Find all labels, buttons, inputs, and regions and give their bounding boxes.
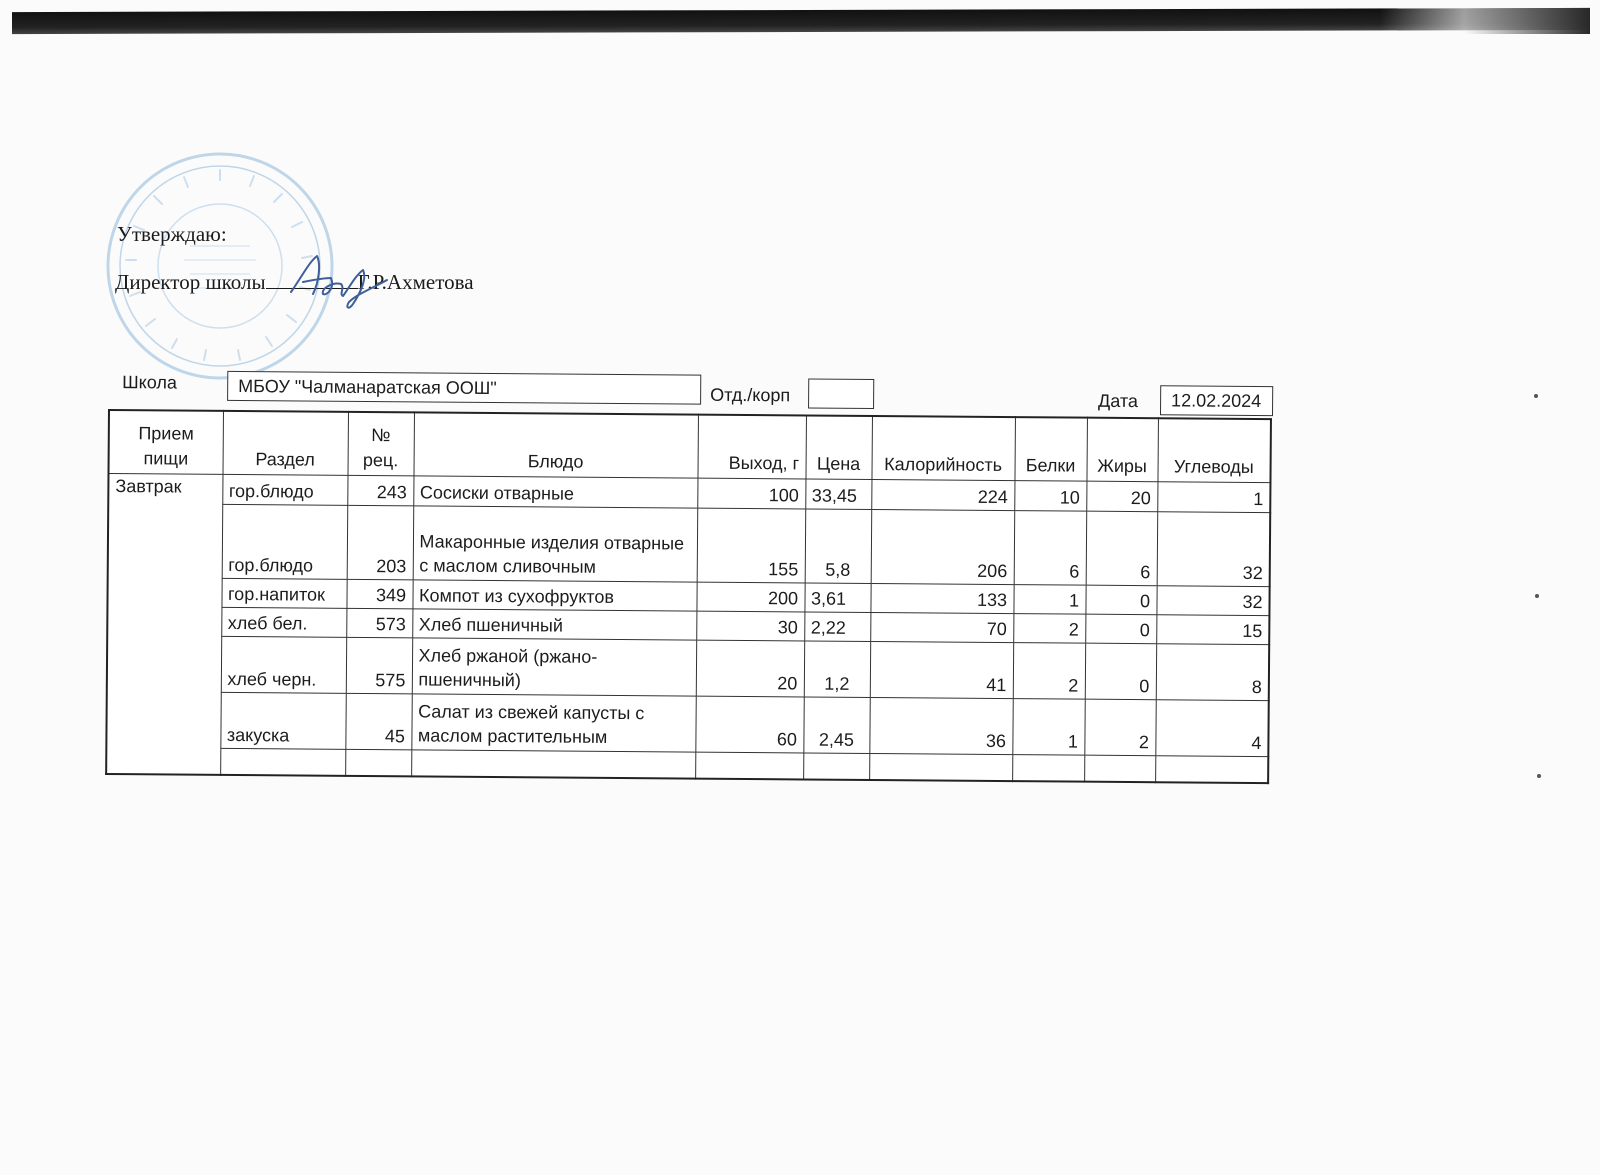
carbs-cell: 8: [1156, 644, 1269, 701]
scan-speck: [1535, 594, 1539, 598]
table-row: [108, 503, 1271, 586]
yield-cell: 200: [696, 582, 804, 612]
fats-cell: [1084, 755, 1155, 782]
meal-cell: Завтрак: [106, 473, 222, 774]
dish-cell: Хлеб ржаной (ржано-пшеничный): [412, 638, 696, 696]
dept-field: [808, 378, 874, 409]
dish-cell: Хлеб пшеничный: [412, 609, 696, 640]
recipe-cell: 349: [346, 579, 412, 609]
fats-cell: 0: [1085, 643, 1156, 700]
dish-cell: [411, 750, 695, 778]
school-field: МБОУ "Чалманаратская ООШ": [227, 371, 701, 405]
calories-cell: 36: [869, 697, 1012, 754]
price-cell: 2,22: [804, 612, 870, 642]
section-cell: гор.блюдо: [222, 474, 347, 505]
proteins-cell: 2: [1013, 643, 1085, 700]
yield-cell: [695, 752, 803, 779]
section-cell: [220, 748, 345, 775]
price-cell: 5,8: [805, 509, 872, 584]
fats-cell: 0: [1085, 585, 1156, 615]
table-row: [107, 635, 1269, 700]
scan-speck: [1537, 774, 1541, 778]
carbs-cell: 4: [1155, 700, 1268, 757]
price-cell: 1,2: [804, 641, 870, 698]
carbs-cell: 32: [1157, 512, 1271, 587]
col-header-fats: Жиры: [1086, 418, 1157, 482]
price-cell: 3,61: [804, 583, 870, 613]
fats-cell: 2: [1084, 699, 1155, 756]
calories-cell: 206: [871, 509, 1015, 584]
section-cell: хлеб черн.: [221, 636, 346, 693]
carbs-cell: [1155, 756, 1268, 783]
proteins-cell: 6: [1014, 511, 1087, 586]
dept-label: Отд./корп: [710, 384, 791, 406]
calories-cell: 133: [870, 583, 1013, 613]
fats-cell: 0: [1085, 614, 1156, 644]
recipe-cell: [345, 749, 411, 776]
calories-cell: 70: [870, 612, 1013, 642]
school-label: Школа: [122, 372, 177, 393]
recipe-cell: 243: [347, 475, 413, 506]
scan-speck: [1534, 394, 1538, 398]
fats-cell: 20: [1086, 481, 1157, 512]
proteins-cell: 1: [1012, 699, 1084, 756]
fats-cell: 6: [1086, 511, 1158, 586]
menu-table: [105, 409, 1272, 784]
section-cell: закуска: [220, 692, 345, 749]
col-header-carbs: Углеводы: [1157, 418, 1270, 482]
yield-cell: 20: [696, 640, 804, 697]
price-cell: 33,45: [805, 479, 871, 510]
price-cell: 2,45: [803, 697, 869, 754]
date-field: 12.02.2024: [1160, 385, 1273, 416]
recipe-cell: 575: [346, 637, 412, 694]
dish-cell: Салат из свежей капусты с маслом растительным: [411, 694, 695, 752]
section-cell: хлеб бел.: [221, 607, 346, 637]
dish-cell: Компот из сухофруктов: [412, 580, 696, 611]
proteins-cell: 2: [1013, 614, 1085, 644]
col-header-calories: Калорийность: [871, 416, 1014, 481]
price-cell: [803, 753, 869, 780]
section-cell: гор.напиток: [221, 578, 346, 608]
section-cell: гор.блюдо: [222, 504, 348, 579]
col-header-meal: Прием пищи: [109, 410, 223, 474]
calories-cell: 41: [870, 641, 1013, 698]
col-header-yield: Выход, г: [697, 415, 805, 479]
table-header-row: [109, 410, 1271, 483]
yield-cell: 60: [695, 696, 803, 753]
proteins-cell: 10: [1014, 481, 1086, 512]
approve-label: Утверждаю:: [117, 222, 227, 246]
table-row: [106, 691, 1268, 756]
col-header-recipe: № рец.: [347, 412, 413, 476]
recipe-cell: 203: [347, 505, 414, 580]
dish-cell: Сосиски отварные: [413, 476, 697, 508]
calories-cell: 224: [871, 479, 1014, 510]
carbs-cell: 1: [1157, 482, 1270, 513]
carbs-cell: 32: [1156, 586, 1269, 616]
yield-cell: 30: [696, 611, 804, 641]
proteins-cell: 1: [1013, 585, 1085, 615]
director-label: Директор школы: [115, 270, 266, 294]
recipe-cell: 573: [346, 608, 412, 638]
date-label: Дата: [1098, 390, 1139, 412]
col-header-dish: Блюдо: [413, 412, 697, 478]
col-header-proteins: Белки: [1014, 417, 1086, 481]
yield-cell: 155: [697, 508, 806, 583]
col-header-price: Цена: [805, 415, 871, 479]
dish-cell: Макаронные изделия отварные с маслом сливочным: [413, 506, 698, 582]
calories-cell: [869, 753, 1012, 780]
recipe-cell: 45: [345, 693, 411, 750]
yield-cell: 100: [697, 478, 805, 509]
proteins-cell: [1012, 755, 1084, 782]
col-header-section: Раздел: [222, 411, 347, 475]
director-name: Г.Р.Ахметова: [357, 270, 474, 294]
carbs-cell: 15: [1156, 615, 1269, 645]
